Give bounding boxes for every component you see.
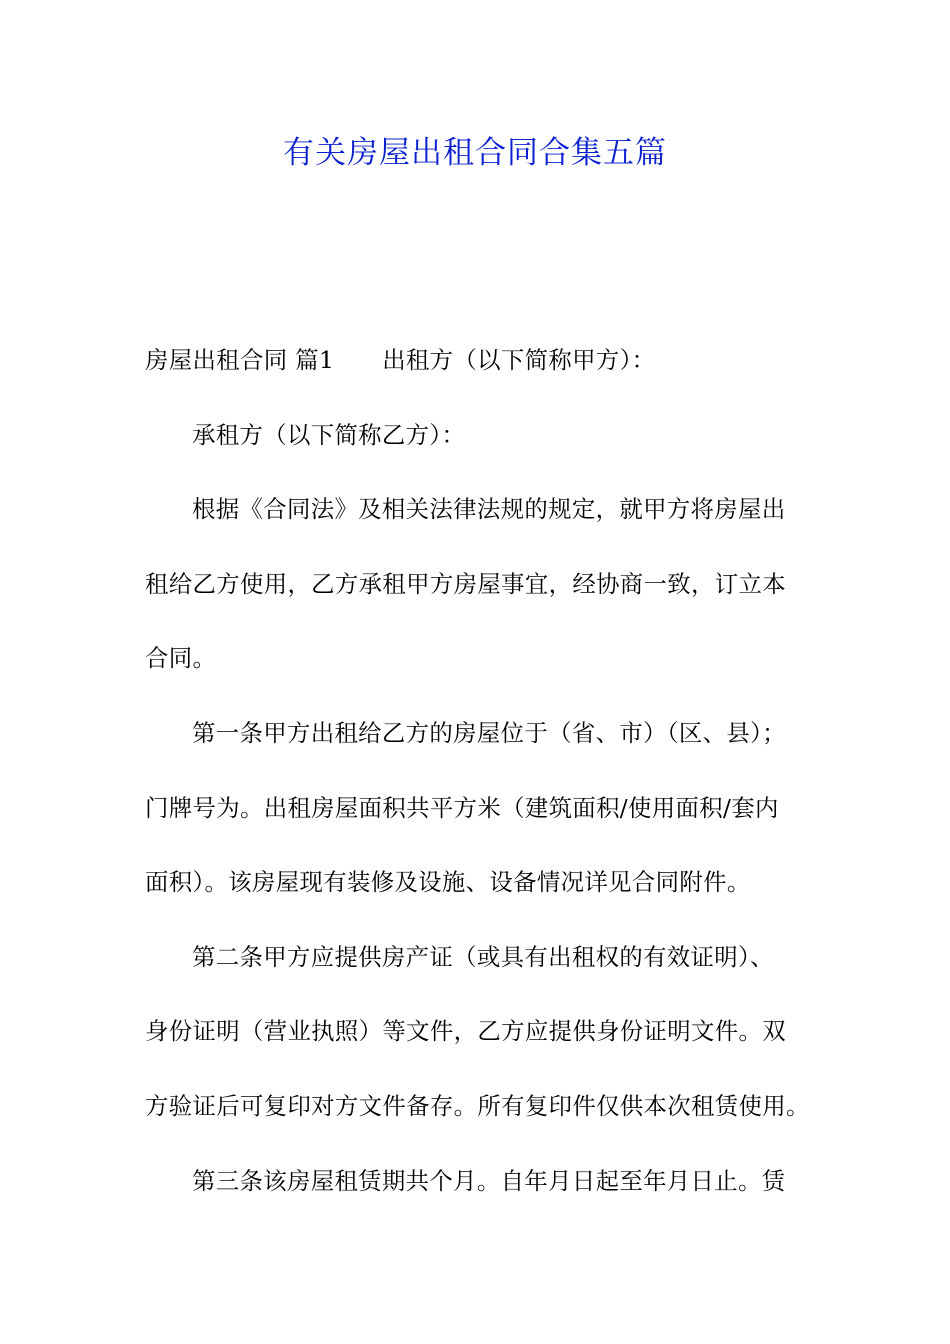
paragraph-line xyxy=(145,336,810,411)
lessor-label: 出租方（以下简称甲方）： xyxy=(382,346,656,374)
paragraph-line: 第二条甲方应提供房产证（或具有出租权的有效证明）、 xyxy=(192,942,774,971)
paragraph-line: 租给乙方使用，乙方承租甲方房屋事宜，经协商一致，订立本 xyxy=(145,569,786,598)
paragraph-line: 身份证明（营业执照）等文件，乙方应提供身份证明文件。双 xyxy=(145,1017,786,1046)
contract-heading: 房屋出租合同 篇1 xyxy=(145,346,335,374)
paragraph-line: 合同。 xyxy=(145,644,217,673)
paragraph-line: 第一条甲方出租给乙方的房屋位于（省、市）（区、县）； xyxy=(192,718,786,747)
document-title: 有关房屋出租合同合集五篇 xyxy=(283,135,667,171)
paragraph-line: 根据《合同法》及相关法律法规的规定，就甲方将房屋出 xyxy=(192,495,786,524)
paragraph-line: 面积）。该房屋现有装修及设施、设备情况详见合同附件。 xyxy=(145,868,751,897)
paragraph-line: 第三条该房屋租赁期共个月。自年月日起至年月日止。赁 xyxy=(192,1166,786,1195)
document-body xyxy=(145,336,810,1231)
paragraph-line: 承租方（以下简称乙方）： xyxy=(192,420,466,449)
paragraph-line: 方验证后可复印对方文件备存。所有复印件仅供本次租赁使用。 xyxy=(145,1091,810,1120)
paragraph-line: 门牌号为。出租房屋面积共平方米（建筑面积/使用面积/套内 xyxy=(145,793,779,822)
